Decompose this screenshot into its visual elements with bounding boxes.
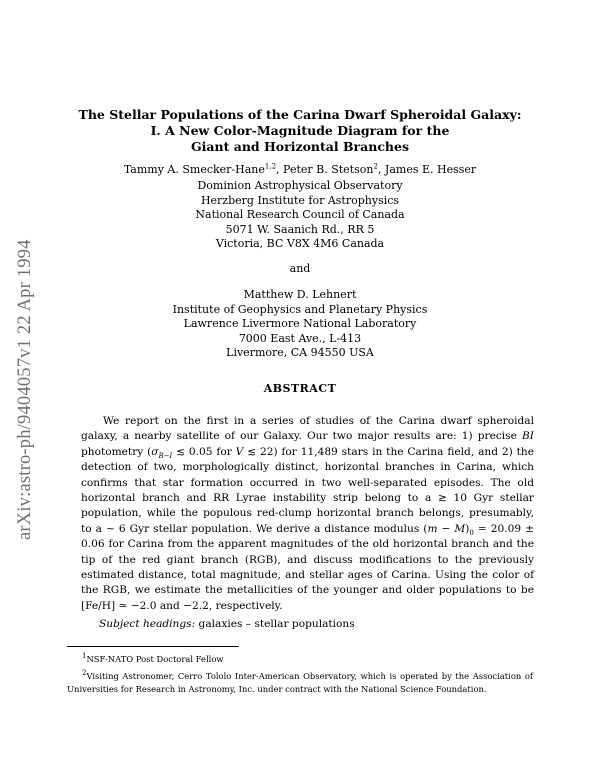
abstract-body [81,414,534,614]
affiliation-line: 7000 East Ave., L-413 [238,331,362,345]
subject-value: galaxies – stellar populations [195,618,355,630]
affiliation-line: Lawrence Livermore National Laboratory [183,317,417,330]
author-name: , Peter B. Stetson [276,163,374,176]
subject-headings [99,618,355,630]
title-line-2: I. A New Color-Magnitude Diagram for the [150,123,450,138]
arxiv-side-stamp: arXiv:astro-ph/9404057v1 22 Apr 1994 [15,239,35,540]
title-line-1: The Stellar Populations of the Carina Dwarf Spheroidal Galaxy: [78,107,522,122]
abstract-heading: ABSTRACT [263,382,337,395]
author-footnote-mark: 1,2 [264,162,277,171]
and-separator: and [289,262,311,275]
paper-title [0,107,600,155]
footnote-text: NSF-NATO Post Doctoral Fellow [86,654,224,664]
footnote-2 [67,670,533,695]
affiliation-line: National Research Council of Canada [195,208,405,221]
affiliation-2 [0,288,600,361]
affiliation-line: 5071 W. Saanich Rd., RR 5 [225,222,375,236]
title-line-3: Giant and Horizontal Branches [190,139,410,154]
affiliation-line: Dominion Astrophysical Observatory [197,179,403,192]
footnote-1 [67,653,533,666]
subject-label: Subject headings: [99,618,196,630]
footnote-rule [67,646,239,647]
affiliation-1 [0,179,600,252]
abstract-paragraph: We report on the first in a series of studies of the Carina dwarf spheroidal galaxy, a nearby satellite of our Galaxy. Our two major results are: 1) precise BI photometry ($\sigma_{B-I}$ ≲ 0.05 for V ≲ 22) for 11,489 stars in the Carina field, and 2) the detection of two, morphologically distinct, horizontal branches in Carina, which confirms that star formation occurred in two well-separated episodes. The old horizontal branch and RR Lyrae instability strip belong to a ≳ 10 Gyr stellar population, while the populous red-clump horizontal branch belongs, presumably, to a ∼ 6 Gyr stellar population. We derive a distance modulus $(m - M)_0 = 20.09 \pm 0.06$ for Carina from the apparent magnitudes of the old horizontal branch and the tip of the red giant branch (RGB), and discuss modifications to the previously estimated distance, total magnitude, and stellar ages of Carina. Using the color of the RGB, we estimate the metallicities of the younger and older populations to be [Fe/H] ≃ −2.0 and −2.2, respectively. [81,415,535,612]
affiliation-line: Victoria, BC V8X 4M6 Canada [215,237,385,250]
author-list [0,163,600,178]
author-footnote-mark: 2 [373,162,378,171]
author-name: , James E. Hesser [377,163,477,176]
author-name: Matthew D. Lehnert [243,288,357,301]
footnote-mark: 1 [82,652,87,661]
affiliation-line: Institute of Geophysics and Planetary Physics [172,302,428,316]
footnote-mark: 2 [82,669,87,678]
author-line [0,163,600,178]
affiliation-line: Livermore, CA 94550 USA [226,346,374,359]
author-name: Tammy A. Smecker-Hane [123,163,265,176]
affiliation-line: Herzberg Institute for Astrophysics [200,193,400,207]
footnote-text: Visiting Astronomer, Cerro Tololo Inter-American Observatory, which is operated by the Association of Universities for Research in Astronomy, Inc. under contract with the National Science Foundation. [67,671,533,694]
